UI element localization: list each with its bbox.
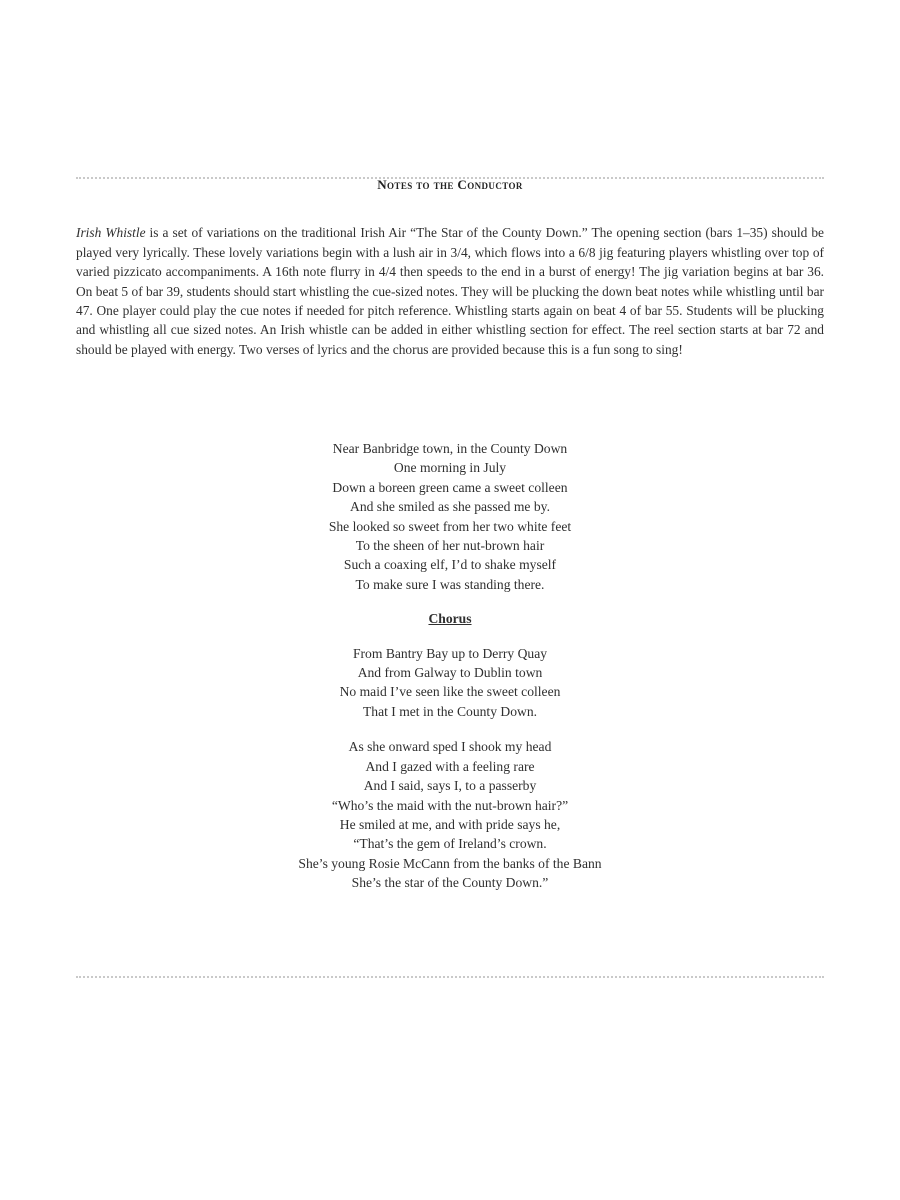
lyric-line: Near Banbridge town, in the County Down	[332, 441, 568, 456]
notes-heading: Notes to the Conductor	[377, 177, 523, 192]
chorus-label: Chorus	[428, 611, 472, 627]
lyric-line: To make sure I was standing there.	[355, 576, 545, 592]
lyrics-block	[0, 439, 900, 893]
lyric-line: She’s young Rosie McCann from the banks of the Bann	[298, 855, 602, 871]
lyric-line: One morning in July	[393, 460, 507, 476]
lyric-line: He smiled at me, and with pride says he,	[339, 816, 561, 832]
chorus	[0, 644, 900, 722]
intro-text: is a set of variations on the traditional Irish Air “The Star of the County Down.” The opening section (bars 1–35) should be played very lyrically. These lovely variations begin with a lush air in 3/4, which flows into a 6/8 jig featuring players whistling over top of varied pizzicato accompaniments. A 16th note flurry in 4/4 then speeds to the end in a burst of energy! The jig variation begins at bar 36. On beat 5 of bar 39, students should start whistling the cue-sized notes. They will be plucking the down beat notes while whistling until bar 47. One player could play the cue notes if needed for pitch reference. Whistling starts again on beat 4 of bar 55. Students will be plucking and whistling all cue sized notes. An Irish whistle can be added in either whistling section for effect. The reel section starts at bar 72 and should be played with energy. Two verses of lyrics and the chorus are provided because this is a fun song to sing!	[76, 225, 825, 357]
piece-title: Irish Whistle	[76, 225, 146, 241]
lyric-line: And she smiled as she passed me by.	[350, 499, 550, 515]
verse-1	[0, 439, 900, 594]
lyric-line: “That’s the gem of Ireland’s crown.	[353, 836, 547, 852]
lyric-line: Down a boreen green came a sweet colleen	[332, 479, 568, 495]
lyric-line: She looked so sweet from her two white feet	[328, 518, 572, 534]
lyric-line: And I gazed with a feeling rare	[365, 758, 535, 774]
lyric-line: And I said, says I, to a passerby	[363, 778, 537, 794]
lyric-line: And from Galway to Dublin town	[357, 665, 543, 681]
intro-paragraph	[76, 223, 824, 359]
lyric-line: That I met in the County Down.	[362, 703, 538, 719]
lyric-line: No maid I’ve seen like the sweet colleen	[339, 684, 561, 700]
lyric-line: As she onward sped I shook my head	[348, 739, 552, 755]
lyric-line: She’s the star of the County Down.”	[351, 875, 549, 891]
lyric-line: To the sheen of her nut-brown hair	[355, 538, 545, 554]
lyric-line: “Who’s the maid with the nut-brown hair?”	[331, 797, 569, 813]
bottom-dotted-divider	[76, 976, 824, 978]
verse-2	[0, 737, 900, 892]
lyric-line: Such a coaxing elf, I’d to shake myself	[343, 557, 557, 573]
lyric-line: From Bantry Bay up to Derry Quay	[352, 645, 548, 661]
stanza-gap	[0, 721, 900, 737]
